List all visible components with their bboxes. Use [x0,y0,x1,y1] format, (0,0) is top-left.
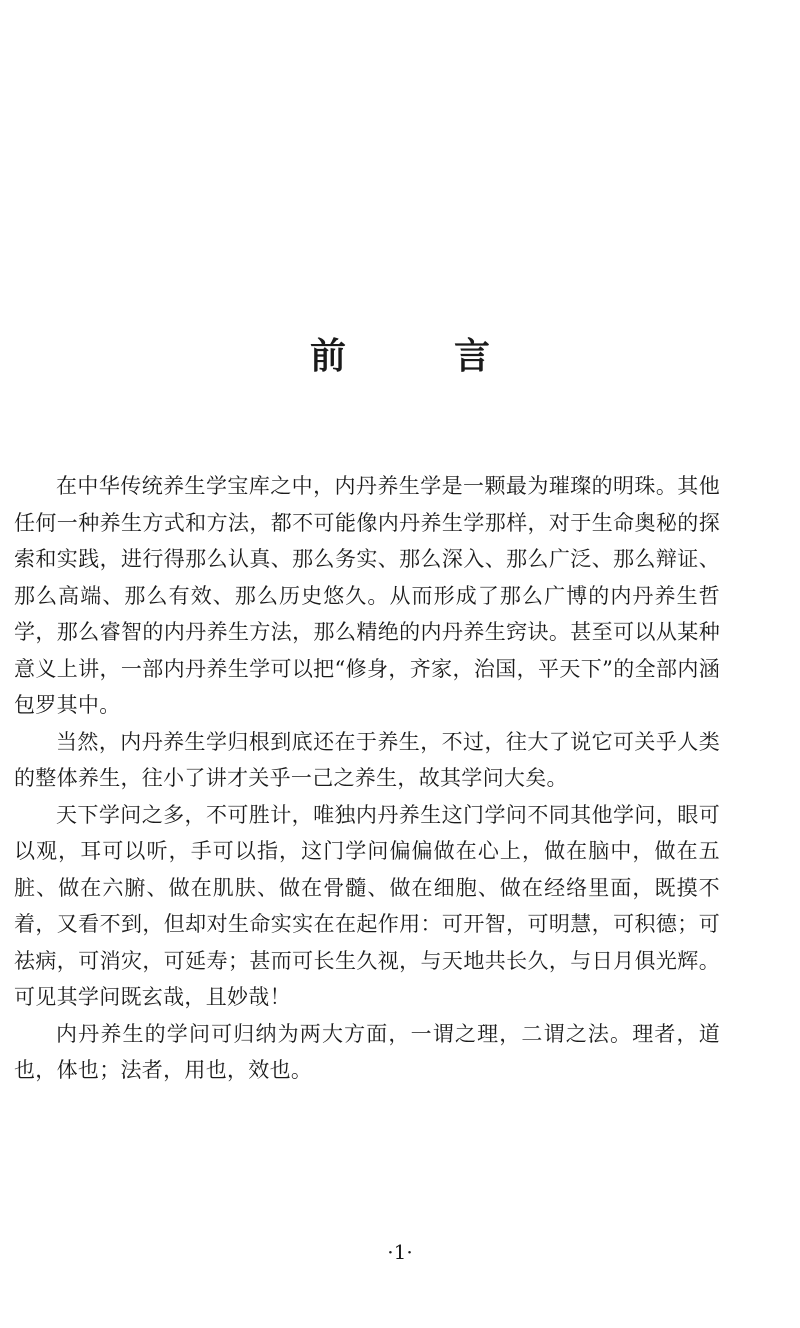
paragraph: 内丹养生的学问可归纳为两大方面，一谓之理，二谓之法。理者，道也，体也；法者，用也，效也。 [14,1021,720,1082]
body-text [14,468,720,1089]
page-title: 前 言 [309,335,526,378]
paragraph: 天下学问之多，不可胜计，唯独内丹养生这门学问不同其他学问，眼可以观，耳可以听，手可以指，这门学问偏偏做在心上，做在脑中，做在五脏、做在六腑、做在肌肤、做在骨髓、做在细胞、做在经络里面，既摸不着，又看不到，但却对生命实实在在起作用：可开智，可明慧，可积德；可祛病，可消灾，可延寿；甚而可长生久视，与天地共长久，与日月俱光辉。可见其学问既玄哉，且妙哉！ [14,802,720,1009]
page-number: ·1· [387,1240,413,1264]
paragraph: 在中华传统养生学宝库之中，内丹养生学是一颗最为璀璨的明珠。其他任何一种养生方式和方法，都不可能像内丹养生学那样，对于生命奥秘的探索和实践，进行得那么认真、那么务实、那么深入、那么广泛、那么辩证、那么高端、那么有效、那么历史悠久。从而形成了那么广博的内丹养生哲学，那么睿智的内丹养生方法，那么精绝的内丹养生窍诀。甚至可以从某种意义上讲，一部内丹养生学可以把“修身，齐家，治国，平天下”的全部内涵包罗其中。 [14,474,720,717]
paragraph: 当然，内丹养生学归根到底还在于养生，不过，往大了说它可关乎人类的整体养生，往小了讲才关乎一己之养生，故其学问大矣。 [14,729,720,790]
